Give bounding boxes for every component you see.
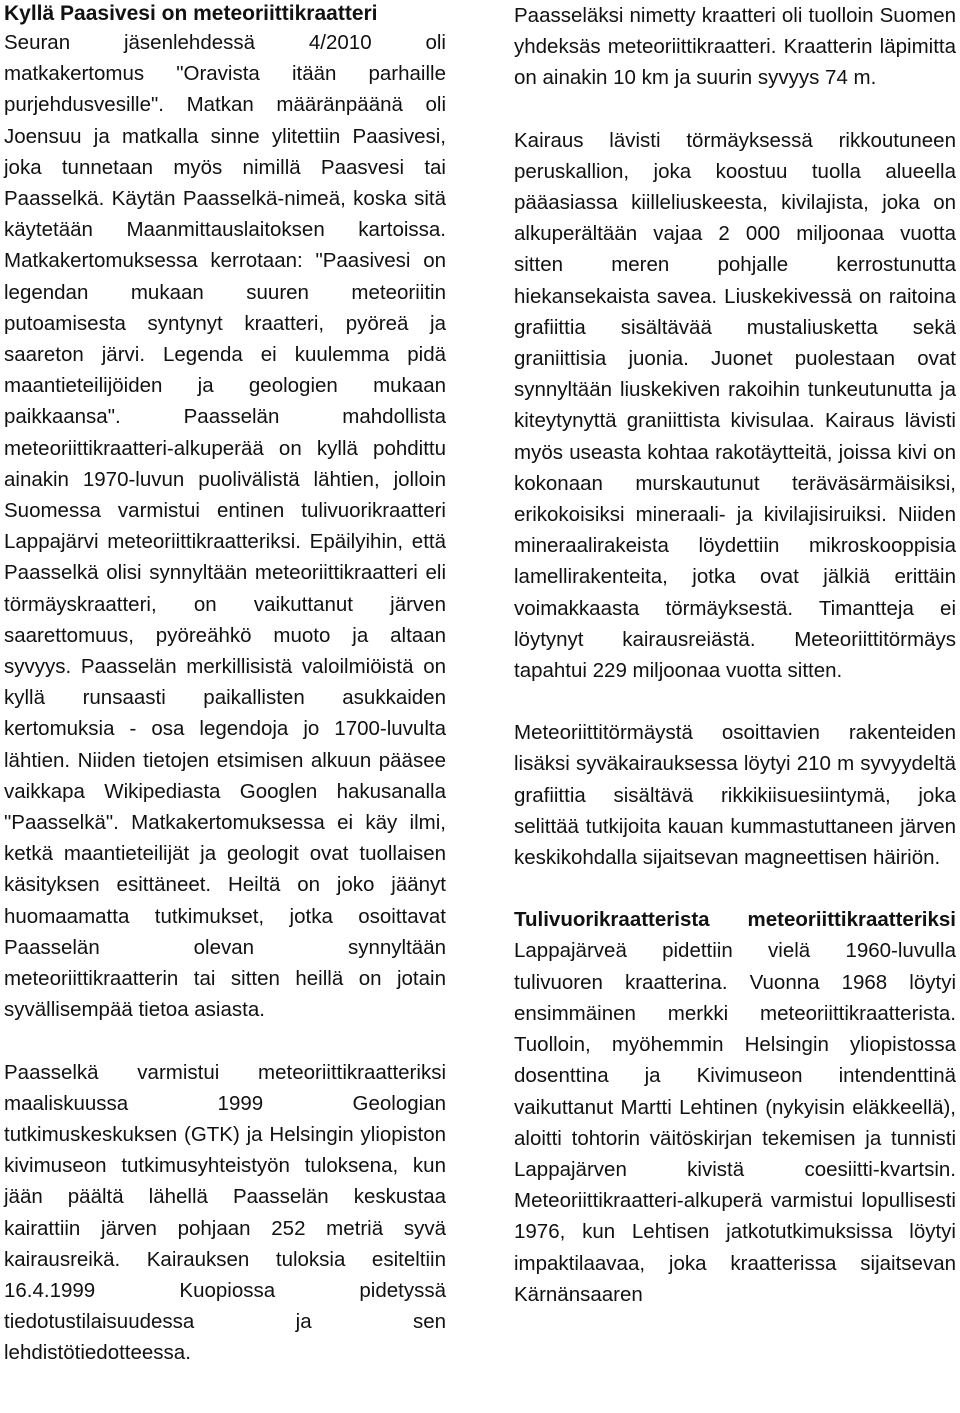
section-heading: Tulivuorikraatterista meteoriittikraatteriksi (514, 908, 956, 932)
right-column (514, 0, 956, 1310)
right-paragraph-2: Kairaus lävisti törmäyksessä rikkoutuneen peruskallion, joka koostuu tuolla alueella pääasiassa kiilleliuskeesta, kivilajista, joka on alkuperältään vajaa 2 000 miljoonaa vuotta sitten meren pohjalle kerrostunutta hiekansekaista savea. Liuskekivessä on raitoina grafiittia sisältävää mustaliusketta sekä graniittisia juonia. Juonet puolestaan ovat synnyltään liuskekiven rakoihin tunkeutunutta ja kiteytynyttä graniittista kivisulaa. Kairaus lävisti myös useasta kohtaa rakotäytteitä, joissa kivi on kokonaan murskautunut teräväsärmäisiksi, erikokoisiksi mineraali- ja kivilajisiruiksi. Niiden mineraalirakeista löydettiin mikroskooppisia lamellirakenteita, jotka ovat jälkiä erittäin voimakkaasta törmäyksestä. Timantteja ei löytynyt kairausreiästä. Meteoriittitörmäys tapahtui 229 miljoonaa vuotta sitten. (514, 128, 956, 683)
left-paragraph-1: Seuran jäsenlehdessä 4/2010 oli matkakertomus "Oravista itään parhaille purjehdusvesille". Matkan määränpäänä oli Joensuu ja matkalla sinne ylitettiin Paasivesi, joka tunnetaan myös nimillä Paasvesi tai Paasselkä. Käytän Paasselkä-nimeä, koska sitä käytetään Maanmittauslaitoksen kartoissa. Matkakertomuksessa kerrotaan: "Paasivesi on legendan mukaan suuren meteoriitin putoamisesta syntynyt kraatteri, pyöreä ja saareton järvi. Legenda ei kuulemma pidä maantieteilijöiden ja geologien mukaan paikkaansa". Paasselän mahdollista meteoriittikraatteri-alkuperää on kyllä pohdittu ainakin 1970-luvun puolivälistä lähtien, jolloin Suomessa varmistui entinen tulivuorikraatteri Lappajärvi meteoriittikraatteriksi. Epäilyihin, että Paasselkä olisi synnyltään meteoriittikraatteri eli törmäyskraatteri, on vaikuttanut järven saarettomuus, pyöreähkö muoto ja altaan syvyys. Paasselän merkillisistä valoilmiöistä on kyllä runsaasti paikallisten asukkaiden kertomuksia - osa legendoja jo 1700-luvulta lähtien. Niiden tietojen etsimisen alkuun pääsee vaikkapa Wikipediasta Googlen hakusanalla "Paasselkä". Matkakertomuksessa ei käy ilmi, ketkä maantieteilijät ja geologit ovat tuollaisen käsityksen esittäneet. Heiltä on joko jäänyt huomaamatta tutkimukset, jotka osoittavat Paasselän olevan synnyltään meteoriittikraatterin tai sitten heillä on jotain syvällisempää tietoa asiasta. (4, 31, 446, 1022)
right-paragraph-1: Paasseläksi nimetty kraatteri oli tuolloin Suomen yhdeksäs meteoriittikraatteri. Kraatterin läpimitta on ainakin 10 km ja suurin syvyys 74 m. (514, 4, 956, 90)
left-column (4, 0, 446, 1369)
right-paragraph-3: Meteoriittitörmäystä osoittavien rakenteiden lisäksi syväkairauksessa löytyi 210 m syvyydeltä grafiittia sisältävä rikkikiisuesiintymä, joka selittää tutkijoita kauan kummastuttaneen järven keskikohdalla sijaitsevan magneettisen häiriön. (514, 721, 956, 870)
left-paragraph-2: Paasselkä varmistui meteoriittikraatteriksi maaliskuussa 1999 Geologian tutkimuskeskuksen (GTK) ja Helsingin yliopiston kivimuseon tutkimusyhteistyön tuloksena, kun jään päältä lähellä Paasselän keskustaa kairattiin järven pohjaan 252 metriä syvä kairausreikä. Kairauksen tuloksia esiteltiin 16.4.1999 Kuopiossa pidetyssä tiedotustilaisuudessa ja sen lehdistötiedotteessa. (4, 1060, 446, 1365)
right-paragraph-4 (514, 904, 956, 1310)
article-title: Kyllä Paasivesi on meteoriittikraatteri (4, 2, 378, 25)
right-paragraph-4-text: Lappajärveä pidettiin vielä 1960-luvulla tulivuoren kraatterina. Vuonna 1968 löytyi ensimmäinen merkki meteoriittikraatterista. Tuolloin, myöhemmin Helsingin yliopistossa dosenttina ja Kivimuseon intendenttinä vaikuttanut Martti Lehtinen (nykyisin eläkkeellä), aloitti tohtorin väitöskirjan tekemisen ja tunnisti Lappajärven kivistä coesiitti-kvartsin. Meteoriittikraatteri-alkuperä varmistui lopullisesti 1976, kun Lehtisen jatkotutkimuksissa löytyi impaktilaavaa, joka kraatterissa sijaitsevan Kärnänsaaren (514, 939, 956, 1306)
